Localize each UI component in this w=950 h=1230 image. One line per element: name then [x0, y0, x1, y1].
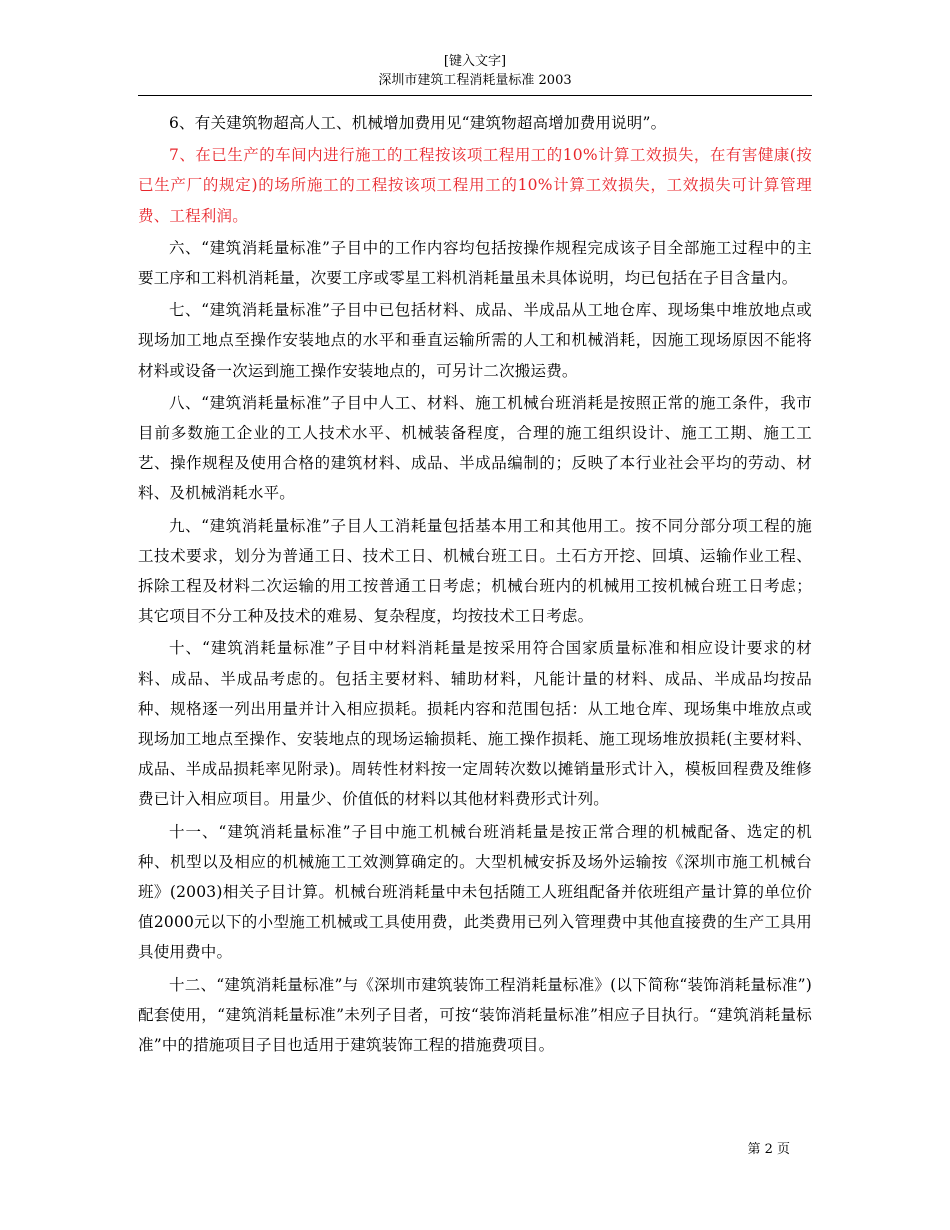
header-placeholder: [键入文字] [443, 54, 507, 69]
page-header [138, 52, 812, 90]
paragraph-section-8: 八、“建筑消耗量标准”子目中人工、材料、施工机械台班消耗是按照正常的施工条件，我市目前多数施工企业的工人技术水平、机械装备程度，合理的施工组织设计、施工工期、施工工艺、操作规程及使用合格的建筑材料、成品、半成品编制的；反映了本行业社会平均的劳动、材料、及机械消耗水平。 [138, 393, 812, 503]
paragraph-section-7: 七、“建筑消耗量标准”子目中已包括材料、成品、半成品从工地仓库、现场集中堆放地点或现场加工地点至操作安装地点的水平和垂直运输所需的人工和机械消耗，因施工现场原因不能将材料或设备一次运到施工操作安装地点的，可另计二次搬运费。 [138, 301, 812, 380]
header-title: 深圳市建筑工程消耗量标准 2003 [378, 73, 572, 88]
paragraph-section-6: 六、“建筑消耗量标准”子目中的工作内容均包括按操作规程完成该子目全部施工过程中的主要工序和工料机消耗量，次要工序或零星工料机消耗量虽未具体说明，均已包括在子目含量内。 [138, 238, 812, 288]
paragraph-section-9: 九、“建筑消耗量标准”子目人工消耗量包括基本用工和其他用工。按不同分部分项工程的施工技术要求，划分为普通工日、技术工日、机械台班工日。土石方开挖、回填、运输作业工程、拆除工程及材料二次运输的用工按普通工日考虑；机械台班内的机械用工按机械台班工日考虑；其它项目不分工种及技术的难易、复杂程度，均按技术工日考虑。 [138, 516, 812, 626]
paragraph-item-7-highlighted: 7、在已生产的车间内进行施工的工程按该项工程用工的10%计算工效损失，在有害健康(按已生产厂的规定)的场所施工的工程按该项工程用工的10%计算工效损失，工效损失可计算管理费、工程利润。 [138, 146, 812, 225]
paragraph-section-11: 十一、“建筑消耗量标准”子目中施工机械台班消耗量是按正常合理的机械配备、选定的机种、机型以及相应的机械施工工效测算确定的。大型机械安拆及场外运输按《深圳市施工机械台班》(2003)相关子目计算。机械台班消耗量中未包括随工人班组配备并依班组产量计算的单位价值2000元以下的小型施工机械或工具使用费，此类费用已列入管理费中其他直接费的生产工具用具使用费中。 [138, 822, 812, 962]
paragraph-item-6: 6、有关建筑物超高人工、机械增加费用见“建筑物超高增加费用说明”。 [169, 114, 667, 132]
paragraph-section-10: 十、“建筑消耗量标准”子目中材料消耗量是按采用符合国家质量标准和相应设计要求的材料、成品、半成品考虑的。包括主要材料、辅助材料，凡能计量的材料、成品、半成品均按品种、规格逐一列出用量并计入相应损耗。损耗内容和范围包括：从工地仓库、现场集中堆放点或现场加工地点至操作、安装地点的现场运输损耗、施工操作损耗、施工现场堆放损耗(主要材料、成品、半成品损耗率见附录)。周转性材料按一定周转次数以摊销量形式计入，模板回程费及维修费已计入相应项目。用量少、价值低的材料以其他材料费形式计列。 [138, 639, 812, 809]
paragraph-section-12: 十二、“建筑消耗量标准”与《深圳市建筑装饰工程消耗量标准》(以下简称“装饰消耗量标准”)配套使用，“建筑消耗量标准”未列子目者，可按“装饰消耗量标准”相应子目执行。“建筑消耗量标准”中的措施项目子目也适用于建筑装饰工程的措施费项目。 [138, 975, 812, 1055]
page-number: 第 2 页 [747, 1142, 790, 1157]
document-body [138, 108, 812, 1062]
header-divider [138, 95, 812, 96]
